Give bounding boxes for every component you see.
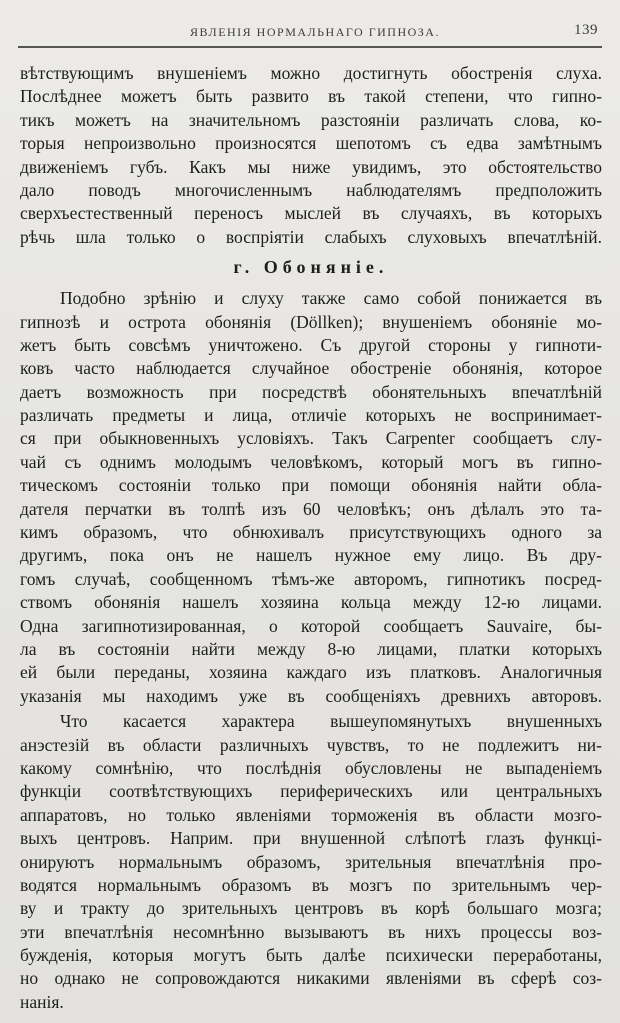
text-line: другимъ, пока онъ не нашелъ нужное ему лицо. Въ дру-	[20, 545, 602, 566]
running-title: ЯВЛЕНІЯ НОРМАЛЬНАГО ГИПНОЗА.	[190, 25, 440, 39]
continuation-paragraph	[20, 62, 602, 249]
text-line: выхъ центровъ. Наприм. при внушенной слѣпотѣ глазъ функці-	[20, 828, 602, 849]
paragraph-anesthesia	[20, 710, 602, 1014]
text-line: функціи соотвѣтствующихъ периферическихъ или центральныхъ	[20, 781, 602, 802]
text-line: кимъ образомъ, что обнюхивалъ присутствующихъ одного за	[20, 522, 602, 543]
text-line: водятся нормальнымъ образомъ въ мозгъ по зрительнымъ чер-	[20, 874, 602, 895]
text-line: эти впечатлѣнія несомнѣнно вызываютъ въ нихъ процессы воз-	[20, 921, 602, 942]
text-line: ся при обыкновенныхъ условіяхъ. Такъ Carpenter сообщаетъ слу-	[20, 428, 602, 449]
text-line: ву и тракту до зрительныхъ центровъ въ корѣ большаго мозга;	[20, 898, 602, 919]
text-line: движеніемъ губъ. Какъ мы ниже увидимъ, это обстоятельство	[20, 156, 602, 177]
text-line: анэстезій въ области различныхъ чувствъ, то не подлежитъ ни-	[20, 734, 602, 755]
text-line: ковъ часто наблюдается случайное обостреніе обонянія, которое	[20, 358, 602, 379]
text-line: ей были переданы, хозяина каждаго изъ платковъ. Аналогичныя	[20, 662, 602, 683]
text-line: ла въ состояніи найти между 8-ю лицами, платки которыхъ	[20, 638, 602, 659]
text-line: ствомъ обонянія нашелъ хозяина кольца между 12-ю лицами.	[20, 592, 602, 613]
text-line: но однако не сопровождаются никакими явленіями въ сферѣ соз-	[20, 968, 602, 989]
text-line: Послѣднее можетъ быть развито въ такой степени, что гипно-	[20, 86, 602, 107]
text-line: Одна загипнотизированная, о которой сообщаетъ Sauvaire, бы-	[20, 615, 602, 636]
text-line: гомъ случаѣ, сообщенномъ тѣмъ-же авторомъ, гипнотикъ посред-	[20, 568, 602, 589]
text-line: какому сомнѣнію, что послѣднія обусловлены не выпаденіемъ	[20, 757, 602, 778]
text-line: тикъ можетъ на значительномъ разстояніи различать слова, ко-	[20, 109, 602, 130]
text-line: дателя перчатки въ толпѣ изъ 60 человѣкъ; онъ дѣлалъ это та-	[20, 498, 602, 519]
text-line: нанія.	[20, 991, 64, 1012]
text-line: указанія мы находимъ уже въ сообщеніяхъ древнихъ авторовъ.	[20, 685, 602, 706]
text-line: бужденія, которыя могутъ быть далѣе психически переработаны,	[20, 945, 602, 966]
text-line: вѣтствующимъ внушеніемъ можно достигнуть обостренія слуха.	[20, 63, 602, 83]
text-line: различать предметы и лица, отличіе которыхъ не воспринимает-	[20, 405, 602, 426]
text-line: онируютъ нормальнымъ образомъ, зрительныя впечатлѣнія про-	[20, 851, 602, 872]
body-text	[20, 62, 602, 1014]
section-heading: г. Обоняніе.	[233, 257, 389, 278]
text-line: даетъ возможность при посредствѣ обонятельныхъ впечатлѣній	[20, 381, 602, 402]
text-line: дало поводъ многочисленнымъ наблюдателямъ предположить	[20, 179, 602, 200]
text-line: сверхъестественный переносъ мыслей въ случаяхъ, въ которыхъ	[20, 203, 602, 224]
text-line: гипнозѣ и острота обонянія (Döllken); внушеніемъ обоняніе мо-	[20, 311, 602, 332]
text-line: тическомъ состояніи только при помощи обонянія найти обла-	[20, 475, 602, 496]
header-rule	[18, 46, 602, 48]
text-line: жетъ быть совсѣмъ уничтожено. Съ другой стороны у гипноти-	[20, 334, 602, 355]
text-line: торыя непроизвольно произносятся шепотомъ съ едва замѣтнымъ	[20, 133, 602, 154]
text-line: Подобно зрѣнію и слуху также само собой понижается въ	[60, 288, 602, 309]
text-line: чай съ однимъ молодымъ человѣкомъ, который могъ въ гипно-	[20, 451, 602, 472]
paragraph-smell	[20, 287, 602, 708]
text-line: аппаратовъ, но только явленіями торможенія въ области мозго-	[20, 804, 602, 825]
text-line: Что касается характера вышеупомянутыхъ внушенныхъ	[60, 711, 602, 732]
page-number: 139	[574, 22, 598, 38]
running-header	[18, 22, 602, 44]
text-line: рѣчь шла только о воспріятіи слабыхъ слуховыхъ впечатлѣній.	[20, 226, 602, 247]
